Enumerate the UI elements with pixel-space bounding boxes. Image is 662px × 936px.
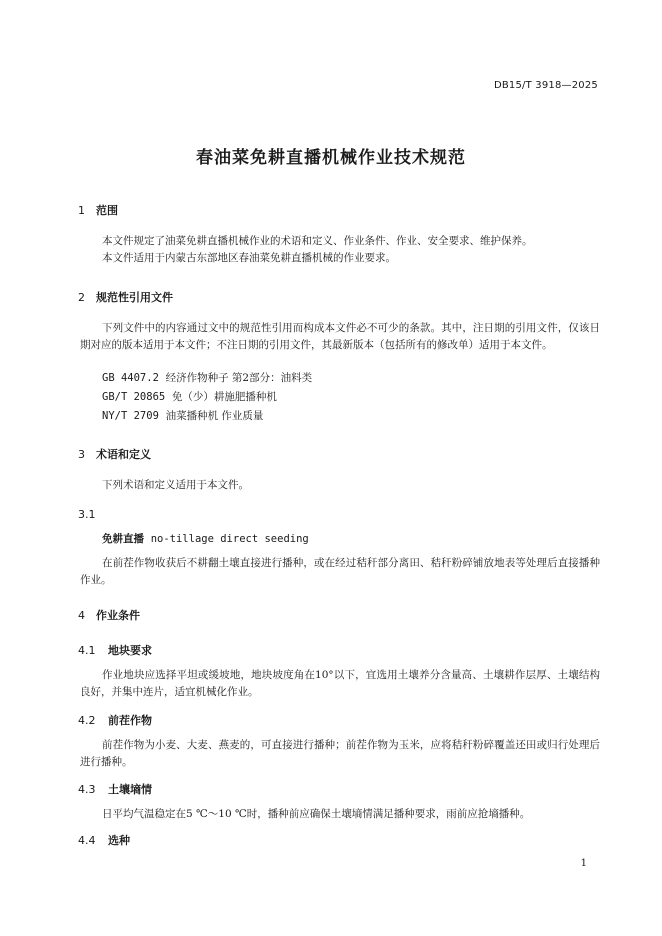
subsection-title: 前茬作物 [108, 714, 152, 727]
subsection-heading [78, 642, 152, 658]
subsection-number: 4.1 [78, 644, 96, 657]
reference-code: GB/T 20865 [102, 391, 166, 403]
document-title: 春油菜免耕直播机械作业技术规范 [196, 148, 466, 168]
term-definition: 在前茬作物收获后不耕翻土壤直接进行播种，或在经过秸秆部分离田、秸秆粉碎铺放地表等处理后直接播种作业。 [80, 557, 600, 586]
paragraph: 作业地块应选择平坦或缓坡地，地块坡度角在10°以下，宜选用土壤养分含量高、土壤耕作层厚、土壤结构良好，并集中连片，适宜机械化作业。 [80, 669, 600, 698]
paragraph: 下列术语和定义适用于本文件。 [102, 479, 249, 491]
reference-code: NY/T 2709 [102, 410, 159, 422]
reference-name: 经济作物种子 第2部分：油料类 [165, 372, 313, 384]
section-number: 2 [78, 291, 85, 304]
subsection-heading [78, 832, 130, 848]
section-title: 规范性引用文件 [96, 291, 173, 304]
section-title: 范围 [96, 204, 118, 217]
paragraph: 日平均气温稳定在5 ℃～10 ℃时，播种前应确保土壤墒情满足播种要求，雨前应抢墒播种。 [102, 808, 531, 820]
reference-code: GB 4407.2 [102, 372, 159, 384]
paragraph: 下列文件中的内容通过文中的规范性引用而构成本文件必不可少的条款。其中，注日期的引用文件，仅该日期对应的版本适用于本文件；不注日期的引用文件，其最新版本（包括所有的修改单）适用于本文件。 [80, 322, 600, 351]
term-chinese: 免耕直播 [102, 533, 144, 545]
section-number: 1 [78, 204, 85, 217]
section-title: 作业条件 [96, 609, 140, 622]
paragraph: 本文件规定了油菜免耕直播机械作业的术语和定义、作业条件、作业、安全要求、维护保养。 [102, 235, 533, 247]
section-heading-operating-conditions [78, 607, 140, 623]
paragraph: 前茬作物为小麦、大麦、燕麦的，可直接进行播种；前茬作物为玉米，应将秸秆粉碎覆盖还田或归行处理后进行播种。 [80, 739, 600, 768]
paragraph: 本文件适用于内蒙古东部地区春油菜免耕直播机械的作业要求。 [102, 252, 396, 264]
term-english: no-tillage direct seeding [150, 533, 309, 545]
term-entry [102, 531, 309, 546]
section-number: 4 [78, 609, 85, 622]
subsection-title: 地块要求 [108, 644, 152, 657]
reference-item [102, 370, 312, 385]
page-number: 1 [580, 858, 587, 869]
reference-item [102, 408, 263, 423]
reference-name: 油菜播种机 作业质量 [165, 410, 264, 422]
reference-item [102, 389, 277, 404]
term-number: 3.1 [78, 508, 96, 521]
subsection-number: 4.3 [78, 783, 96, 796]
section-heading-normative-references [78, 289, 173, 305]
document-code: DB15/T 3918—2025 [493, 80, 598, 91]
subsection-heading [78, 712, 152, 728]
subsection-number: 4.4 [78, 834, 96, 847]
subsection-title: 土壤墒情 [108, 783, 152, 796]
section-title: 术语和定义 [96, 448, 151, 461]
reference-name: 免（少）耕施肥播种机 [171, 391, 277, 403]
subsection-heading [78, 781, 152, 797]
section-number: 3 [78, 448, 85, 461]
subsection-number: 4.2 [78, 714, 96, 727]
section-heading-terms [78, 446, 151, 462]
section-heading-scope [78, 202, 118, 218]
subsection-title: 选种 [108, 834, 130, 847]
